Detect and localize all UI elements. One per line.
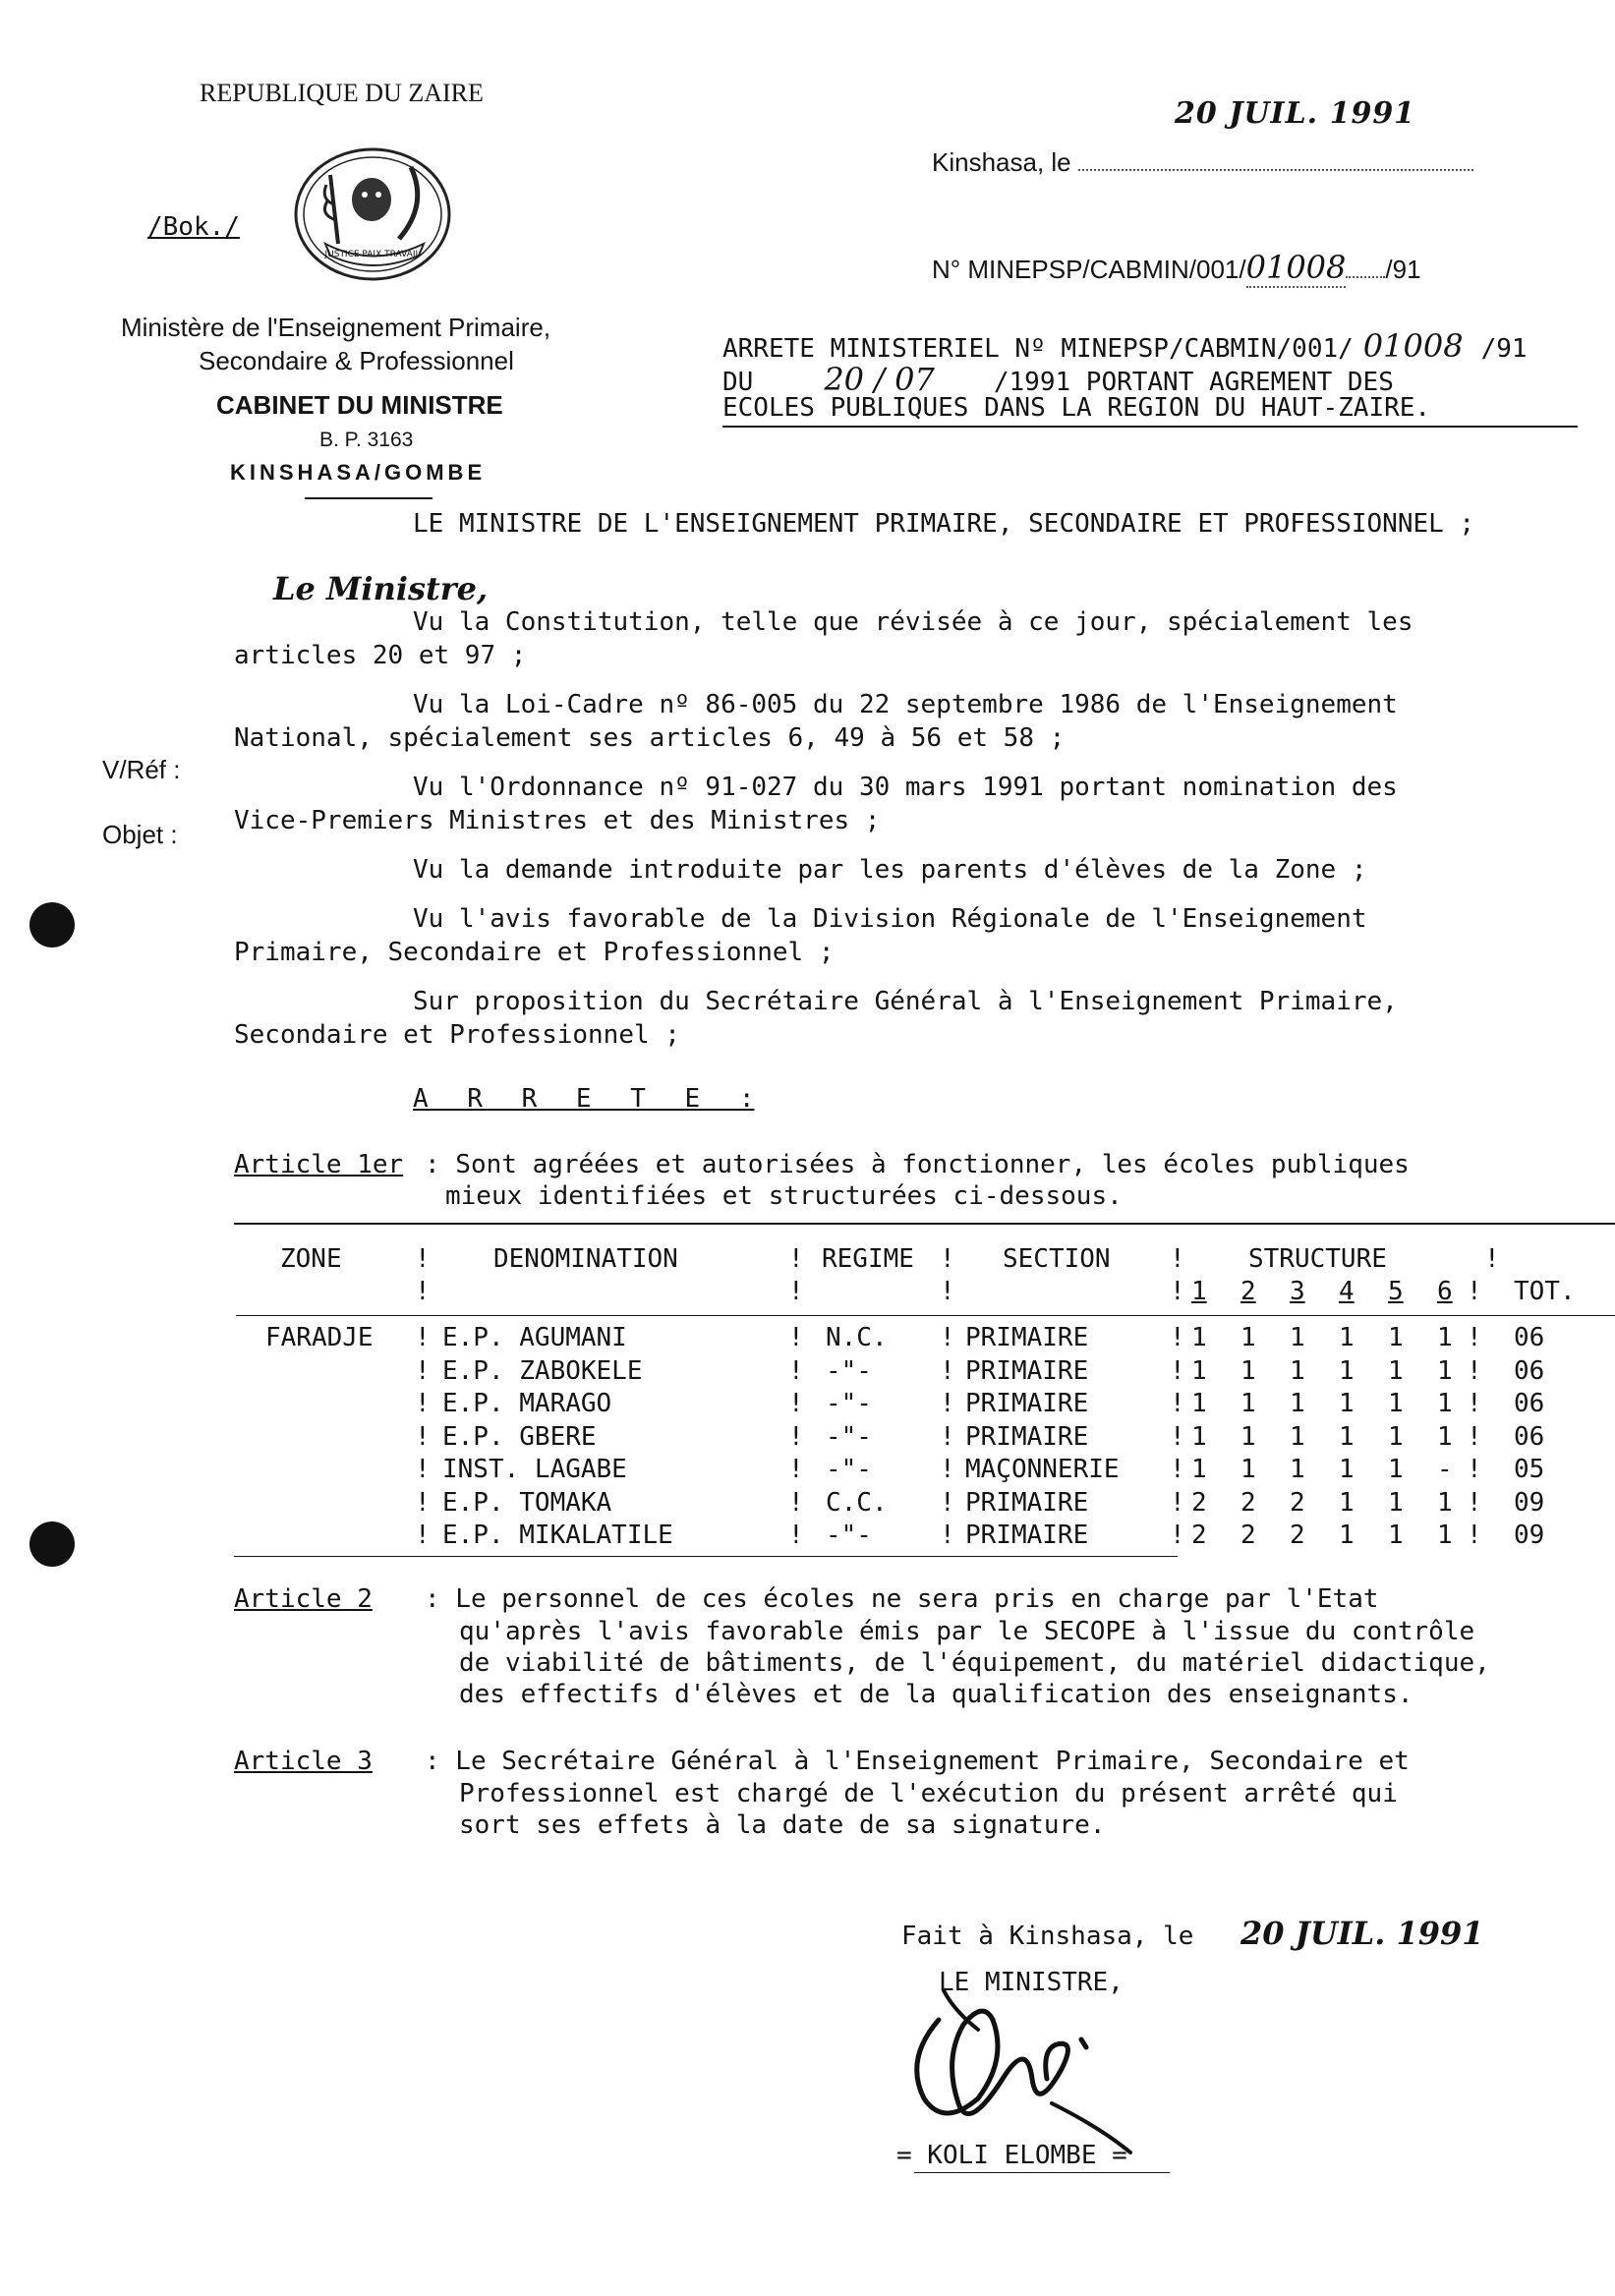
structure-level-3: 1 [1290,1323,1305,1352]
school-name: E.P. MARAGO [442,1389,612,1418]
header-denomination: DENOMINATION [493,1244,678,1274]
school-section: PRIMAIRE [965,1521,1089,1550]
fait-line: Fait à Kinshasa, le [901,1922,1194,1951]
structure-level-5: 1 [1388,1421,1404,1452]
structure-level-1: 1 [1191,1355,1207,1386]
structure-level-2: 1 [1240,1323,1256,1352]
subject-number-handwritten: 01008 [1362,327,1464,365]
header-section: SECTION [1003,1244,1111,1274]
school-total: 09 [1514,1521,1545,1550]
structure-level-2: 2 [1240,1521,1256,1550]
zone-cell: FARADJE [265,1323,374,1352]
structure-level-5: 1 [1388,1389,1404,1418]
structure-level-3: 1 [1290,1389,1305,1418]
structure-level-5: 1 [1388,1455,1404,1484]
article-2-line-1: : Le personnel de ces écoles ne sera pris en charge par l'Etat [425,1584,1379,1614]
structure-level-3: 1 [1290,1421,1305,1452]
cabinet-heading: CABINET DU MINISTRE [216,390,503,420]
school-total: 06 [1514,1323,1545,1352]
table-header-rule [236,1315,1615,1316]
column-separator: ! [940,1521,955,1550]
structure-level-5: 1 [1388,1521,1404,1550]
school-name: E.P. MIKALATILE [442,1521,673,1550]
header-regime: REGIME [822,1244,914,1274]
vu-1-line-2: articles 20 et 97 ; [234,641,527,670]
article-2-line-4: des effectifs d'élèves et de la qualification des enseignants. [459,1680,1413,1709]
school-name: E.P. AGUMANI [442,1323,627,1352]
level-5: 5 [1388,1277,1404,1306]
column-separator: ! [788,1521,804,1550]
minister-title: LE MINISTRE, [939,1968,1124,1997]
structure-level-1: 1 [1191,1323,1207,1352]
school-section: PRIMAIRE [965,1323,1089,1352]
column-separator: ! [788,1487,804,1518]
vu-5-line-2: Primaire, Secondaire et Professionnel ; [234,938,835,967]
column-separator: ! [1170,1455,1185,1484]
structure-level-2: 1 [1240,1421,1256,1452]
school-name: INST. LAGABE [442,1455,627,1484]
vu-6-line-1: Sur proposition du Secrétaire Général à l'Enseignement Primaire, [413,987,1398,1016]
article-1-label: Article 1er [234,1150,404,1179]
place-label: Kinshasa, le [932,147,1071,177]
structure-level-5: 1 [1388,1355,1404,1386]
name-underline [914,2172,1170,2173]
minister-heading: LE MINISTRE DE L'ENSEIGNEMENT PRIMAIRE, SECONDAIRE ET PROFESSIONNEL ; [413,509,1475,539]
column-separator: ! [415,1421,431,1452]
ministry-line-2: Secondaire & Professionnel [199,346,514,375]
postal-box: B. P. 3163 [319,429,414,451]
school-regime: -"- [826,1421,872,1452]
structure-level-5: 1 [1388,1323,1404,1352]
subject-underline [722,426,1578,428]
svg-text:JUSTICE PAIX TRAVAIL: JUSTICE PAIX TRAVAIL [324,250,421,259]
school-name: E.P. GBERE [442,1421,597,1452]
structure-level-4: 1 [1339,1487,1355,1518]
school-total: 06 [1514,1421,1545,1452]
vref-label: V/Réf : [102,755,181,784]
coat-of-arms-emblem [291,145,454,283]
reference-suffix: /91 [1385,255,1421,284]
school-total: 05 [1514,1455,1545,1484]
school-total: 06 [1514,1389,1545,1418]
column-separator: ! [1170,1355,1185,1386]
school-section: PRIMAIRE [965,1389,1089,1418]
structure-level-6: 1 [1437,1521,1453,1550]
ministry-line-1: Ministère de l'Enseignement Primaire, [121,313,551,342]
column-separator: ! [415,1355,431,1386]
column-separator: ! [415,1487,431,1518]
column-separator: ! [415,1455,431,1484]
structure-level-3: 2 [1290,1521,1305,1550]
objet-label: Objet : [102,820,178,849]
republic-heading: REPUBLIQUE DU ZAIRE [200,79,484,107]
level-2: 2 [1240,1277,1256,1306]
structure-level-6: 1 [1437,1389,1453,1418]
column-separator: ! [1467,1389,1482,1418]
header-divider [305,497,433,499]
table-bottom-rule [234,1556,1178,1557]
column-separator: ! [415,1389,431,1418]
structure-level-1: 1 [1191,1455,1207,1484]
table-row [236,1389,1615,1421]
structure-level-4: 1 [1339,1323,1355,1352]
level-3: 3 [1290,1277,1305,1306]
vu-3-line-1: Vu l'Ordonnance nº 91-027 du 30 mars 1991 portant nomination des [413,773,1398,802]
school-name: E.P. ZABOKELE [442,1355,643,1386]
structure-level-3: 1 [1290,1355,1305,1386]
article-2-label: Article 2 [234,1584,373,1614]
header-tot: TOT. [1514,1277,1576,1306]
column-separator: ! [415,1521,431,1550]
table-row [236,1455,1615,1487]
date-stamp: 20 JUIL. 1991 [1175,96,1416,131]
table-row [236,1323,1615,1355]
school-regime: -"- [826,1455,872,1484]
column-separator: ! [940,1455,955,1484]
column-separator: ! [1467,1355,1482,1386]
school-regime: -"- [826,1355,872,1386]
column-separator: ! [1467,1421,1482,1452]
table-header-row: ZONE ! DENOMINATION ! REGIME ! SECTION ! STRUCTURE ! [280,1244,1500,1274]
structure-level-4: 1 [1339,1389,1355,1418]
level-6: 6 [1437,1277,1453,1306]
structure-level-4: 1 [1339,1421,1355,1452]
structure-level-3: 2 [1290,1487,1305,1518]
column-separator: ! [1467,1487,1482,1518]
column-separator: ! [788,1323,804,1352]
article-3-line-1: : Le Secrétaire Général à l'Enseignement Primaire, Secondaire et [425,1747,1410,1776]
table-subheader-row: ! ! ! ! 1 2 3 4 5 6 ! TOT. [415,1277,1576,1306]
table-row [236,1488,1615,1521]
school-section: PRIMAIRE [965,1355,1089,1386]
reference-number-line [932,249,1421,286]
structure-level-1: 1 [1191,1389,1207,1418]
place-date-line [932,147,1473,178]
table-row [236,1356,1615,1389]
vu-2-line-2: National, spécialement ses articles 6, 49 à 56 et 58 ; [234,723,1066,753]
school-regime: N.C. [826,1323,888,1352]
column-separator: ! [940,1389,955,1418]
school-regime: -"- [826,1389,872,1418]
minister-name: = KOLI ELOMBE = [896,2141,1127,2170]
structure-level-4: 1 [1339,1455,1355,1484]
column-separator: ! [1170,1487,1185,1518]
structure-level-2: 1 [1240,1389,1256,1418]
column-separator: ! [940,1323,955,1352]
arrete-heading: A R R E T E : [413,1084,755,1114]
article-2-line-2: qu'après l'avis favorable émis par le SECOPE à l'issue du contrôle [459,1617,1475,1646]
structure-level-6: 1 [1437,1323,1453,1352]
column-separator: ! [1467,1521,1482,1550]
structure-level-1: 2 [1191,1487,1207,1518]
vu-2-line-1: Vu la Loi-Cadre nº 86-005 du 22 septembre 1986 de l'Enseignement [413,690,1398,719]
structure-level-2: 1 [1240,1355,1256,1386]
school-name: E.P. TOMAKA [442,1487,612,1518]
column-separator: ! [1170,1421,1185,1452]
level-4: 4 [1339,1277,1355,1306]
column-separator: ! [1467,1455,1482,1484]
minister-signature [885,1931,1209,2157]
subject-line-1: ARRETE MINISTERIEL Nº MINEPSP/CABMIN/001/ 01008 /91 [722,327,1528,365]
reference-prefix: N° MINEPSP/CABMIN/001/ [932,255,1246,284]
school-total: 09 [1514,1487,1545,1518]
column-separator: ! [788,1389,804,1418]
vu-6-line-2: Secondaire et Professionnel ; [234,1020,680,1050]
column-separator: ! [788,1355,804,1386]
article-1-line-1: : Sont agréées et autorisées à fonctionner, les écoles publiques [425,1150,1410,1179]
column-separator: ! [1467,1323,1482,1352]
vu-4-line-1: Vu la demande introduite par les parents d'élèves de la Zone ; [413,855,1367,885]
article-3-line-2: Professionnel est chargé de l'exécution du présent arrêté qui [459,1779,1398,1808]
structure-level-6: 1 [1437,1355,1453,1386]
column-separator: ! [1170,1323,1185,1352]
school-total: 06 [1514,1355,1545,1386]
subject-line-3: ECOLES PUBLIQUES DANS LA REGION DU HAUT-ZAIRE. [722,393,1431,423]
signature-stamp: Le Ministre, [273,570,489,607]
closing-date-stamp: 20 JUIL. 1991 [1240,1915,1484,1952]
structure-level-5: 1 [1388,1487,1404,1518]
city-line: KINSHASA/GOMBE [230,460,487,485]
table-row [236,1422,1615,1455]
column-separator: ! [1170,1389,1185,1418]
structure-level-2: 1 [1240,1455,1256,1484]
article-2-line-3: de viabilité de bâtiments, de l'équipement, du matériel didactique, [459,1648,1490,1678]
column-separator: ! [415,1323,431,1352]
school-section: MAÇONNERIE [965,1455,1120,1484]
column-separator: ! [788,1421,804,1452]
table-top-rule [234,1223,1615,1225]
level-1: 1 [1191,1277,1207,1306]
vu-3-line-2: Vice-Premiers Ministres et des Ministres ; [234,806,881,835]
structure-level-3: 1 [1290,1455,1305,1484]
structure-level-6: 1 [1437,1421,1453,1452]
article-3-label: Article 3 [234,1747,373,1776]
structure-level-4: 1 [1339,1521,1355,1550]
column-separator: ! [1170,1521,1185,1550]
reference-initials: /Bok./ [147,212,240,242]
column-separator: ! [940,1421,955,1452]
school-section: PRIMAIRE [965,1421,1089,1452]
structure-level-6: 1 [1437,1487,1453,1518]
subject-date-handwritten: 20 / 07 [824,361,935,398]
structure-level-1: 1 [1191,1421,1207,1452]
structure-level-2: 2 [1240,1487,1256,1518]
subject-line-2: DU 20 / 07 /1991 PORTANT AGREMENT DES [722,361,1394,398]
punch-hole-bottom [29,1521,75,1567]
school-section: PRIMAIRE [965,1487,1089,1518]
date-dotted-line [1078,168,1473,171]
structure-level-1: 2 [1191,1521,1207,1550]
vu-1-line-1: Vu la Constitution, telle que révisée à ce jour, spécialement les [413,607,1413,637]
structure-level-6: - [1437,1455,1453,1484]
school-regime: C.C. [826,1487,888,1518]
structure-level-4: 1 [1339,1355,1355,1386]
header-zone: ZONE [280,1244,342,1274]
column-separator: ! [940,1355,955,1386]
school-regime: -"- [826,1521,872,1550]
article-1-line-2: mieux identifiées et structurées ci-dessous. [445,1181,1123,1211]
column-separator: ! [940,1487,955,1518]
vu-5-line-1: Vu l'avis favorable de la Division Régionale de l'Enseignement [413,904,1367,934]
punch-hole-top [29,902,75,947]
table-row [236,1521,1615,1553]
reference-number-handwritten: 01008 [1245,249,1347,286]
header-structure: STRUCTURE [1248,1244,1387,1274]
article-3-line-3: sort ses effets à la date de sa signature. [459,1810,1106,1840]
column-separator: ! [788,1455,804,1484]
